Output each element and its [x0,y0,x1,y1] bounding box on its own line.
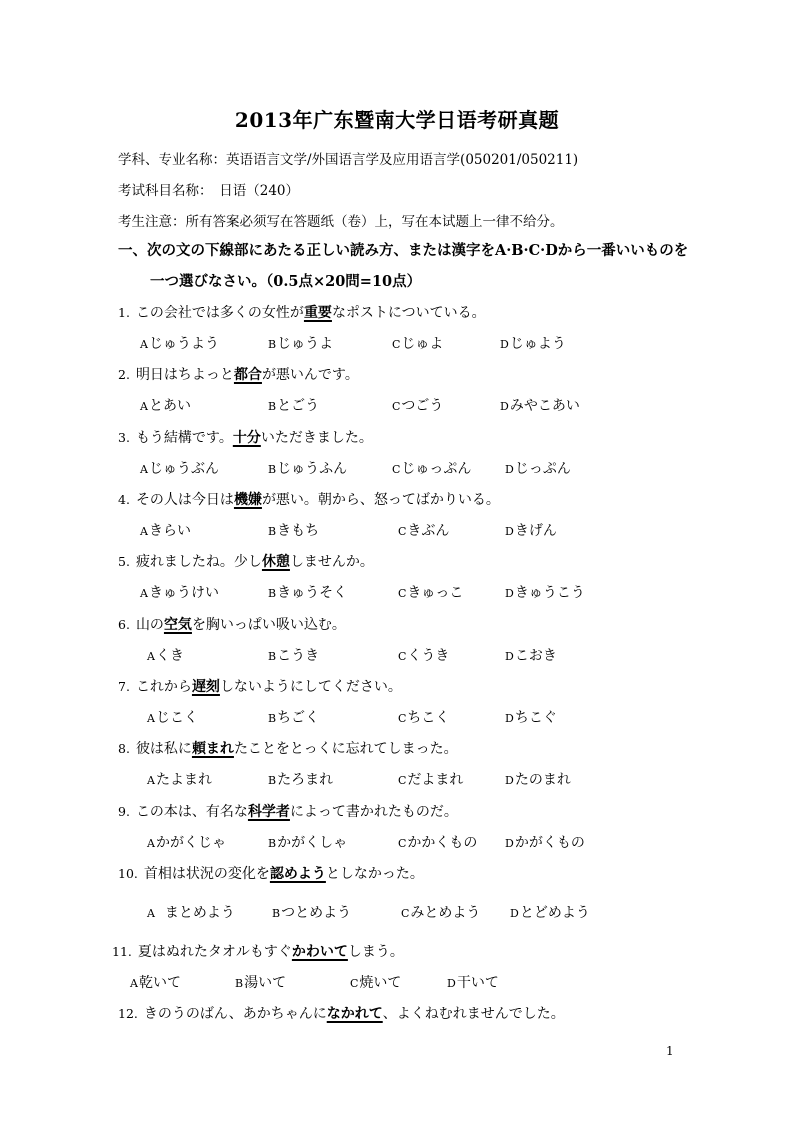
question-text-before: 明日はちよっと [135,367,234,383]
question-2 [118,364,359,384]
answer-option-a [147,902,235,922]
question-11 [112,941,404,961]
question-number: 4. [118,492,130,507]
option-letter: D [505,587,514,600]
option-letter: B [268,774,277,787]
answer-option-c [398,582,463,602]
question-5 [118,551,374,571]
answer-option-c [398,520,449,540]
option-letter: C [401,907,410,920]
option-text: 湯いて [244,975,287,991]
option-letter: D [510,907,519,920]
option-text: 焼いて [359,975,402,991]
answer-option-c [398,832,477,852]
option-text: かかくもの [407,835,478,851]
option-text: 乾いて [138,975,181,991]
answer-option-d [505,520,557,540]
question-text-after: なポストについている。 [331,305,486,321]
answer-option-c [392,333,443,353]
option-text: とごう [277,398,320,414]
question-1 [118,302,486,322]
option-letter: B [235,977,244,990]
option-text: たのまれ [514,772,571,788]
option-letter: A [147,907,155,920]
option-text: とどめよう [519,905,590,921]
option-text: じゅよう [509,336,566,352]
question-8 [118,738,458,758]
page-number: 1 [666,1044,674,1058]
option-letter: C [392,338,401,351]
answer-option-d [505,769,571,789]
option-text: きゅうけい [148,585,219,601]
question-text-after: 、よくねむれませんでした。 [382,1006,565,1022]
answer-option-c [398,645,449,665]
option-text: きゅっこ [407,585,464,601]
option-letter: C [398,587,407,600]
option-text: じゅうふん [277,461,348,477]
answer-option-d [447,972,499,992]
question-text-after: しないようにしてください。 [219,679,402,695]
answer-option-b [268,333,333,353]
answer-option-b [268,582,347,602]
answer-option-c [392,395,443,415]
answer-option-d [510,902,590,922]
option-text: こうき [277,648,320,664]
option-text: きもち [277,523,320,539]
question-number: 7. [118,679,130,694]
answer-option-a [140,458,219,478]
answer-option-d [500,395,580,415]
question-text-after: いただきました。 [260,430,373,446]
answer-option-d [505,645,557,665]
question-text-after: を胸いっぱい吸い込む。 [191,617,346,633]
question-text-before: もう結構です。 [135,430,233,446]
option-letter: B [268,338,277,351]
answer-option-a [130,972,181,992]
option-letter: C [392,463,401,476]
answer-option-a [147,769,212,789]
underlined-target: 認めよう [269,866,326,882]
option-text: ちごく [277,710,320,726]
option-text: たろまれ [277,772,334,788]
question-4 [118,489,500,509]
question-text-before: 夏はぬれたタオルもすぐ [137,944,292,960]
answer-option-d [505,832,585,852]
option-text: かがくしゃ [277,835,348,851]
answer-option-a [147,707,198,727]
option-letter: B [268,712,277,725]
option-text: きらい [148,523,191,539]
section-instructions-line2: 一つ選びなさい。（0.5点×20問=10点） [150,273,422,290]
option-text: きげん [514,523,557,539]
answer-option-a [147,832,226,852]
question-number: 8. [118,741,130,756]
underlined-target: かわいて [291,944,348,960]
answer-option-d [505,707,557,727]
answer-option-a [140,520,191,540]
question-number: 6. [118,617,130,632]
option-letter: A [147,774,155,787]
underlined-target: 都合 [233,367,262,383]
question-text-after: によって書かれたものだ。 [289,804,458,820]
underlined-target: 機嫌 [233,492,262,508]
answer-option-d [505,458,571,478]
section-instructions-line1: 一、次の文の下線部にあたる正しい読み方、または漢字をA·B·C·Dから一番いいものを [118,242,689,259]
option-text: くき [155,648,184,664]
answer-option-c [392,458,471,478]
option-letter: B [268,400,277,413]
option-letter: D [505,650,514,663]
option-letter: D [500,338,509,351]
question-number: 5. [118,554,130,569]
option-letter: C [398,712,407,725]
option-text: 干いて [456,975,499,991]
answer-option-d [505,582,585,602]
option-letter: C [398,650,407,663]
question-text-before: 山の [135,617,164,633]
question-number: 12. [118,1006,138,1021]
underlined-target: 休憩 [261,554,290,570]
option-text: じゅうぶん [148,461,219,477]
question-number: 9. [118,804,130,819]
answer-option-b [268,645,319,665]
question-7 [118,676,402,696]
question-text-after: たことをとっくに忘れてしまった。 [233,741,458,757]
option-letter: A [140,463,148,476]
question-text-before: 彼は私に [135,741,192,757]
option-letter: B [268,650,277,663]
answer-option-c [350,972,401,992]
question-text-after: が悪いんです。 [261,367,359,383]
answer-option-a [140,395,191,415]
answer-option-c [401,902,480,922]
question-12 [118,1003,565,1023]
question-3 [118,427,373,447]
option-letter: D [505,774,514,787]
question-number: 11. [112,944,132,959]
question-10 [118,863,424,883]
option-letter: A [147,650,155,663]
page-title: 2013年广东暨南大学日语考研真题 [234,108,560,132]
answer-option-b [268,458,347,478]
option-text: みとめよう [410,905,481,921]
option-letter: D [505,463,514,476]
option-text: つごう [401,398,444,414]
option-letter: B [272,907,281,920]
underlined-target: 遅刻 [191,679,220,695]
question-text-after: としなかった。 [325,866,424,882]
option-text: きゅうそく [277,585,348,601]
option-text: じゅうよ [277,336,334,352]
option-text: こおき [514,648,557,664]
option-text: きぶん [407,523,450,539]
answer-option-b [268,769,333,789]
option-letter: D [505,712,514,725]
option-letter: C [350,977,359,990]
option-text: だよまれ [407,772,464,788]
question-text-before: この会社では多くの女性が [135,305,304,321]
option-letter: A [147,837,155,850]
question-text-after: が悪い。朝から、怒ってばかりいる。 [261,492,500,508]
underlined-target: なかれて [326,1006,383,1022]
option-text: ちこく [407,710,450,726]
answer-option-b [272,902,351,922]
option-letter: C [398,837,407,850]
answer-option-c [398,707,449,727]
answer-option-b [235,972,286,992]
question-text-after: しまう。 [347,944,404,960]
option-letter: A [140,587,148,600]
question-number: 3. [118,430,130,445]
option-letter: B [268,463,277,476]
option-letter: D [447,977,456,990]
option-letter: A [147,712,155,725]
answer-option-b [268,520,319,540]
answer-option-c [398,769,463,789]
question-text-before: これから [135,679,192,695]
exam-subject-info: 考试科目名称： 日语（240） [118,183,300,199]
answer-option-b [268,395,319,415]
question-text-before: その人は今日は [135,492,234,508]
option-letter: B [268,587,277,600]
option-letter: A [140,338,148,351]
underlined-target: 十分 [232,430,261,446]
option-letter: A [130,977,138,990]
answer-option-b [268,832,347,852]
question-number: 2. [118,367,130,382]
answer-option-a [140,333,219,353]
option-text: じゅよ [401,336,444,352]
option-text: きゅうこう [514,585,585,601]
option-text: じゅうよう [148,336,219,352]
option-text: かがくじゃ [155,835,226,851]
option-letter: A [140,525,148,538]
option-text: くうき [407,648,450,664]
question-text-before: この本は、有名な [135,804,248,820]
option-text: かがくもの [514,835,585,851]
option-letter: D [505,525,514,538]
option-letter: B [268,837,277,850]
question-6 [118,614,346,634]
option-letter: A [140,400,148,413]
option-text: つとめよう [281,905,352,921]
option-text: たよまれ [155,772,212,788]
option-letter: D [500,400,509,413]
option-letter: C [398,525,407,538]
question-number: 10. [118,866,138,881]
option-text: じゅっぷん [401,461,472,477]
question-text-before: 疲れましたね。少し [135,554,262,570]
option-text: まとめよう [164,905,235,921]
option-text: みやこあい [509,398,580,414]
answer-option-a [140,582,219,602]
option-text: じこく [155,710,198,726]
underlined-target: 科学者 [247,804,290,820]
underlined-target: 重要 [303,305,332,321]
option-letter: C [398,774,407,787]
question-text-after: しませんか。 [289,554,374,570]
answer-option-d [500,333,566,353]
option-letter: B [268,525,277,538]
option-letter: D [505,837,514,850]
question-text-before: きのうのばん、あかちゃんに [143,1006,327,1022]
question-9 [118,801,458,821]
candidate-notice: 考生注意：所有答案必须写在答题纸（卷）上，写在本试题上一律不给分。 [118,214,564,230]
subject-info: 学科、专业名称：英语语言文学/外国语言学及应用语言学(050201/050211) [118,152,579,168]
underlined-target: 空気 [163,617,192,633]
option-letter: C [392,400,401,413]
answer-option-a [147,645,184,665]
underlined-target: 頼まれ [191,741,234,757]
question-number: 1. [118,305,130,320]
answer-option-b [268,707,319,727]
option-text: じっぷん [514,461,571,477]
option-text: ちこぐ [514,710,557,726]
option-text: とあい [148,398,191,414]
question-text-before: 首相は状況の変化を [143,866,270,882]
